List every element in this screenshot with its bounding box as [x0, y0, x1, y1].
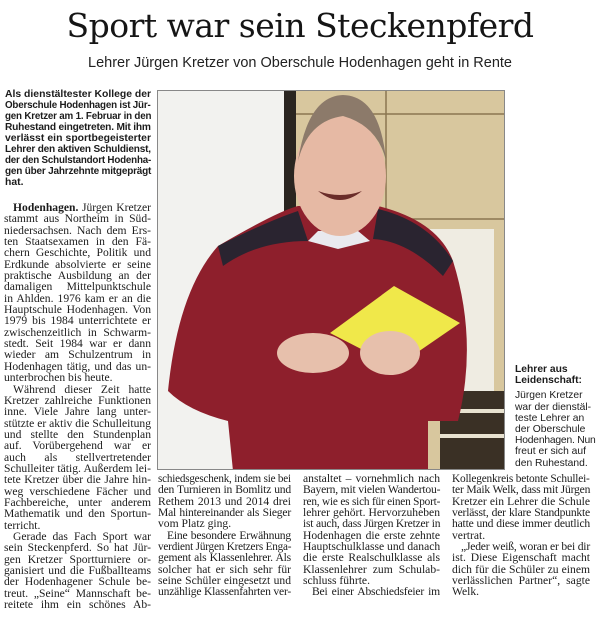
- text-line-rest: Jürgen Kretzer: [78, 201, 151, 214]
- lead-line: hat.: [5, 177, 24, 188]
- text-line: treut. „Seine“ Mannschaft be-: [4, 586, 151, 600]
- text-line: damaligen Mittelpunktschule: [4, 280, 151, 294]
- caption-line: freut er sich auf: [515, 446, 586, 458]
- text-line: schluss führte.: [303, 574, 370, 588]
- text-line: Mal hintereinander als Sieger: [158, 506, 291, 520]
- text-line: Mathematik und den Sportun-: [4, 507, 151, 521]
- text-line: stedt. Seit 1984 war er dann: [4, 337, 151, 351]
- text-line: Kollegenkreis betonte Schullei-: [452, 472, 590, 485]
- portrait-photo: [157, 90, 505, 470]
- text-line: ist auch, dass Jürgen Kretzer in: [303, 517, 441, 531]
- text-line: anstaltet – vornehmlich nach: [303, 472, 440, 485]
- headline: Sport war sein Steckenpferd: [66, 6, 534, 45]
- text-line: ren, wie es sich für einen Sport-: [303, 494, 441, 508]
- lead-line: der den Schulstandort Hodenha-: [5, 155, 152, 166]
- photo-image: [158, 91, 505, 470]
- text-line: ganisiert und die Fußballteams: [4, 564, 151, 577]
- text-line: unzählige Klassenfahrten ver-: [158, 585, 292, 599]
- lead-line: Oberschule Hodenhagen ist Jür-: [5, 100, 151, 111]
- caption-heading-line: Lehrer aus: [515, 364, 568, 375]
- text-line: schiedsgeschenk, indem sie bei: [158, 472, 291, 485]
- text-line: verlässt, der klare Standpunkte: [452, 506, 590, 520]
- text-line: den Turnieren in Bomlitz und: [158, 483, 291, 497]
- text-line: die erste Realschulklasse als: [303, 551, 440, 565]
- text-line: stützte er aktiv die Schulleitung: [4, 416, 151, 430]
- text-line: Hodenhagen die erste zehnte: [303, 528, 440, 542]
- text-line: Während dieser Zeit hatte: [13, 382, 151, 396]
- text-line: Rethem 2013 und 2014 drei: [158, 494, 291, 508]
- lead-line: gen Kretzer am 1. Februar in den: [5, 111, 152, 122]
- text-line: Erdkunde absolvierte er seine: [4, 257, 151, 271]
- text-line: stammt aus Northeim in Süd-: [4, 212, 151, 226]
- text-line: Hodenhagen tätig, und das un-: [4, 359, 151, 373]
- text-line: sein Steckenpferd. So hat Jür-: [4, 541, 151, 555]
- text-line: verlässlichen Partner“, sagte: [452, 574, 590, 588]
- caption-heading: [515, 364, 597, 386]
- text-line: der Hodenhagener Schule be-: [4, 575, 151, 589]
- text-line: 1979 bis 1984 unterrichtete er: [4, 314, 151, 328]
- text-line: Schulleiter tätig. Außerdem lei-: [4, 461, 151, 475]
- text-line: zwischenzeitlich in Schwarm-: [4, 325, 151, 339]
- text-line: „Jeder weiß, woran er bei dir: [461, 540, 590, 554]
- text-line: niedersachsen. Nach dem Ers-: [4, 223, 151, 237]
- text-line: ist. Diese Eigenschaft macht: [452, 551, 590, 565]
- text-line: gement als Klassenlehrer. Als: [158, 551, 291, 565]
- text-line: terricht.: [4, 518, 41, 532]
- text-line: ten Staatsexamen in den Fä-: [4, 235, 151, 249]
- text-line: vom Platz ging.: [158, 517, 232, 531]
- text-line: chern Geschichte, Politik und: [4, 246, 151, 260]
- caption-heading-line: Leidenschaft:: [515, 375, 582, 387]
- caption-line: war der dienstäl-: [515, 401, 592, 413]
- caption-line: teste Lehrer an: [515, 412, 585, 424]
- caption-line: Hodenhagen. Nun: [515, 435, 596, 447]
- article-column-4: [452, 473, 590, 598]
- text-line: auch als stellvertretender: [4, 450, 151, 464]
- text-line: dich für die Schüler zu einem: [452, 562, 590, 576]
- lead-paragraph: [5, 89, 151, 188]
- text-line: Bei einer Abschiedsfeier im: [312, 585, 440, 599]
- text-line: vertrat.: [452, 528, 486, 542]
- text-line: Bayern, mit vielen Wandertou-: [303, 483, 441, 497]
- article-column-1: [4, 202, 151, 610]
- text-line: unterbrochen bis heute.: [4, 371, 113, 385]
- text-line: Hauptschulklasse und danach: [303, 540, 441, 554]
- text-line: inne. Viele Jahre lang unter-: [4, 405, 151, 419]
- text-line: gen Kretzer Sportturniere or-: [4, 552, 151, 566]
- text-line: Klassenlehrer zum Schulab-: [303, 562, 440, 576]
- text-line: Gerade das Fach Sport war: [13, 529, 151, 543]
- text-line: solcher hat er sich sehr für: [158, 562, 291, 576]
- caption-line: Jürgen Kretzer: [515, 390, 583, 402]
- text-line: und stellte den Stundenplan: [4, 427, 151, 441]
- text-line: ter Maik Welk, dass mit Jürgen: [452, 483, 591, 497]
- text-line: Hauptschule Hodenhagen. Von: [4, 303, 151, 317]
- photo-caption: [515, 364, 597, 469]
- article-column-3: [303, 473, 440, 598]
- text-line: lehrer gehört. Hervorzuheben: [303, 506, 440, 520]
- text-line: reitete ihm ein schönes Ab-: [4, 598, 151, 612]
- text-line: verdient Jürgen Kretzers Enga-: [158, 540, 292, 554]
- text-line: tete Kretzer über die Jahre hin-: [4, 473, 151, 487]
- text-line: weg verschiedene Fächer und: [4, 484, 151, 498]
- caption-text: [515, 390, 597, 468]
- text-line: Kretzer ein Lehrer die Schule: [452, 494, 590, 508]
- lead-line: verlässt ein sportbegeisterter: [5, 133, 151, 144]
- text-line: hatte und diese immer deutlich: [452, 517, 590, 531]
- text-line: praktische Ausbildung an der: [4, 269, 151, 283]
- lead-line: gen über Jahrzehnte mitgeprägt: [5, 166, 152, 177]
- text-line: wieder am Schulzentrum in: [4, 348, 151, 362]
- text-line: seine Schüler eingesetzt und: [158, 574, 291, 588]
- dateline: Hodenhagen.: [13, 201, 79, 214]
- text-line: auf. Vorübergehend war er: [4, 439, 151, 453]
- caption-line: den Ruhestand.: [515, 457, 588, 469]
- lead-line: Lehrer den aktiven Schuldienst,: [5, 144, 151, 155]
- text-line: Kretzer zahlreiche Funktionen: [4, 393, 151, 407]
- text-line: Eine besondere Erwähnung: [167, 528, 291, 542]
- article-column-2: [158, 473, 291, 598]
- lead-line: Ruhestand eingetreten. Mit ihm: [5, 122, 151, 133]
- lead-line: Als dienstältester Kollege der: [5, 89, 152, 100]
- text-line: Welk.: [452, 585, 480, 599]
- text-line: in Ahlden. 1976 kam er an die: [4, 291, 151, 305]
- text-line: Fachbereiche, unter anderem: [4, 495, 151, 509]
- subheadline: Lehrer Jürgen Kretzer von Oberschule Hodenhagen geht in Rente: [88, 55, 512, 71]
- caption-line: der Oberschule: [515, 424, 586, 436]
